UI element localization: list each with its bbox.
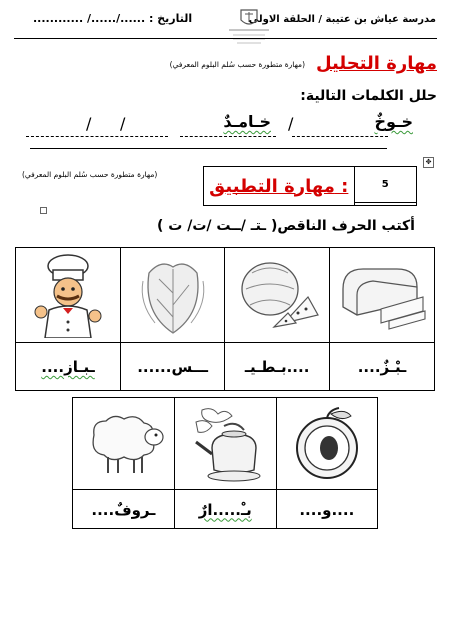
- application-title: مهارة التطبيق :: [209, 175, 349, 197]
- score-cell[interactable]: [354, 167, 416, 203]
- word-cell-4[interactable]: [329, 343, 434, 391]
- header-divider: [14, 38, 437, 39]
- ministry-logo: [225, 6, 273, 46]
- word-sin: ......ـــس: [137, 358, 209, 376]
- word-khamid: خـامـدٌ: [223, 112, 271, 131]
- bread-icon: [330, 255, 434, 335]
- chef-icon: [16, 252, 120, 338]
- picture-cell-bread: [329, 248, 434, 343]
- analysis-instruction: حلل الكلمات التالية:: [300, 88, 437, 104]
- word-cell-6[interactable]: [174, 490, 276, 529]
- move-handle-icon[interactable]: ✥: [423, 157, 434, 168]
- section1-divider: [30, 148, 387, 149]
- sheep-icon: [73, 409, 174, 479]
- peach-icon: [277, 404, 377, 484]
- date-line: التاريخ : ....../....../ ............: [33, 12, 193, 25]
- application-title-cell: [204, 167, 355, 206]
- word-cell-3[interactable]: [225, 343, 330, 391]
- picture-cell-sheep: [73, 398, 175, 490]
- picture-cell-melon: [225, 248, 330, 343]
- application-instruction: أكتب الحرف الناقص( ـتـ /ــت /ت/ ت ): [157, 218, 415, 234]
- score-value: 5: [381, 178, 389, 190]
- skill-box: [203, 166, 417, 206]
- melon-icon: [225, 255, 329, 335]
- checkbox-small[interactable]: [40, 207, 47, 214]
- picture-cell-lettuce: [120, 248, 224, 343]
- word-cell-7[interactable]: [276, 490, 377, 529]
- picture-cell-chef: [16, 248, 121, 343]
- analysis-title: مهارة التحليل: [315, 53, 437, 74]
- answer-line-2[interactable]: [180, 136, 276, 137]
- letters-grid-2: [72, 397, 378, 529]
- word-khawkh: خـوخٌ: [374, 112, 413, 131]
- application-note: (مهارة متطورة حسب سُلم البلوم المعرفي): [22, 170, 158, 179]
- answer-line-3[interactable]: [26, 136, 168, 137]
- picture-cell-peach: [276, 398, 377, 490]
- answer-line-1[interactable]: [292, 136, 388, 137]
- school-name: مدرسة عياش بن عتيبة / الحلقة الاولى: [248, 14, 436, 25]
- letters-grid-1: [15, 247, 435, 391]
- word-baz: ....ـبـاز: [41, 358, 95, 376]
- lettuce-icon: [121, 253, 224, 337]
- score-blank-cell[interactable]: [354, 202, 416, 205]
- kettle-icon: [175, 404, 276, 484]
- word-batikh: بـطـيـ....: [244, 358, 310, 376]
- word-khawkh-2: ....و....: [299, 500, 355, 519]
- word-khubz: ....ـبْـزٌ: [357, 358, 407, 376]
- slash-3: /: [86, 114, 92, 133]
- picture-cell-kettle: [174, 398, 276, 490]
- analysis-note: (مهارة متطورة حسب سُلم البلوم المعرفي): [169, 60, 305, 69]
- word-cell-5[interactable]: [73, 490, 175, 529]
- word-cell-2[interactable]: [120, 343, 224, 391]
- slash-1: /: [288, 114, 294, 133]
- slash-2: /: [120, 114, 126, 133]
- word-cell-1[interactable]: [16, 343, 121, 391]
- word-bukhar: بـْ.....ارٌ: [198, 500, 252, 519]
- word-kharoof: ....ـروفٌ: [91, 500, 156, 519]
